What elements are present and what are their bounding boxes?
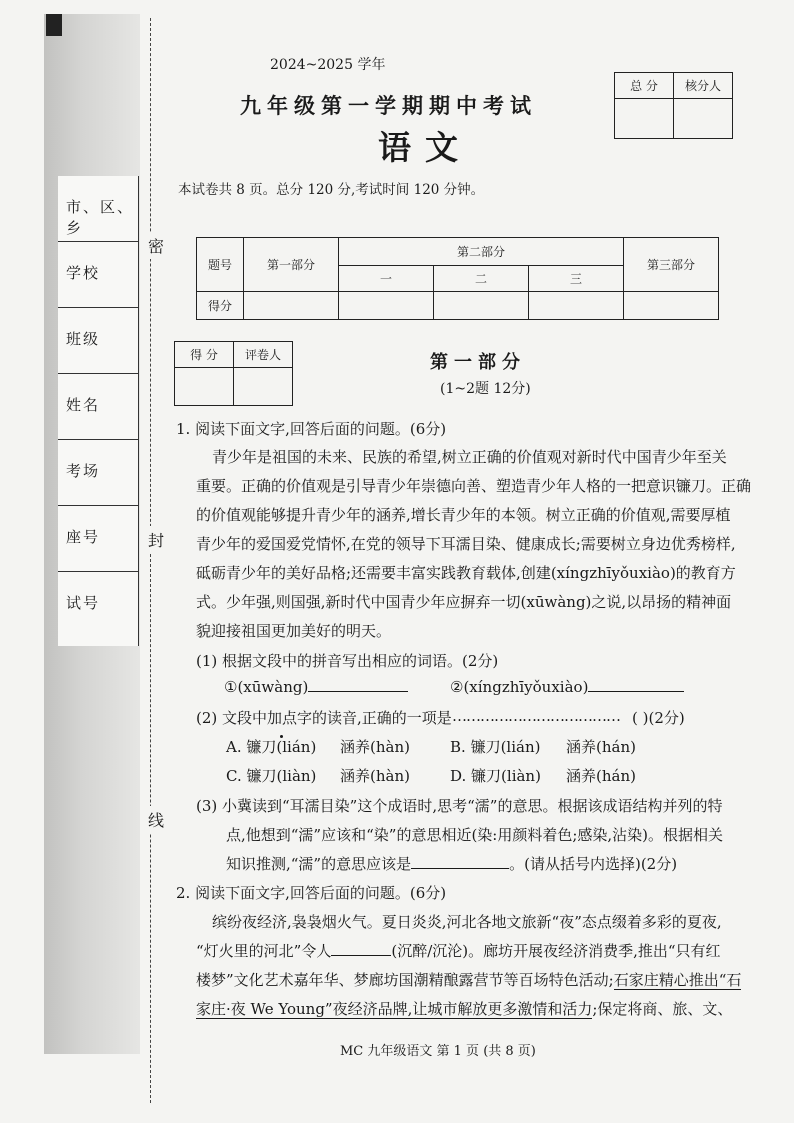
seal-char-feng: 封: [147, 526, 165, 553]
q2-stem: 2. 阅读下面文字,回答后面的问题。(6分): [176, 884, 447, 902]
checker-cell[interactable]: [674, 99, 733, 139]
section-subtitle: (1~2题 12分): [440, 381, 531, 397]
q1-option-d-2: 涵养(hán): [566, 767, 636, 785]
option-word-1: 镰刀(lián): [470, 738, 541, 756]
binding-field-district: 市、区、乡: [58, 176, 138, 242]
score-cell-part2-1[interactable]: [339, 292, 434, 320]
exam-title: 九年级第一学期期中考试: [240, 93, 537, 118]
q2-passage-line: [196, 998, 732, 1019]
q2-passage-line: [196, 940, 721, 961]
col-part2-sub3: 三: [529, 266, 624, 292]
q1-sub1-b-label: ②(xíngzhīyǒuxiào): [450, 678, 589, 696]
q1-option-a[interactable]: [226, 736, 316, 757]
score-cell-part2-2[interactable]: [434, 292, 529, 320]
option-label: A.: [226, 738, 242, 756]
fold-line: [150, 18, 151, 1103]
q1-option-d[interactable]: [450, 765, 541, 786]
q1-sub2: (2) 文段中加点字的读音,正确的一项是: [196, 709, 452, 727]
binding-info-box: [58, 176, 139, 646]
option-word-1: 镰刀(liàn): [246, 767, 317, 785]
answer-blank[interactable]: [308, 679, 408, 692]
seal-char-mi: 密: [147, 232, 165, 259]
q1-passage-line: 式。少年强,则国强,新时代中国青少年应摒弃一切(xūwàng)之说,以昂扬的精神面: [196, 593, 732, 611]
q2-underlined-text: 家庄·夜 We Young”夜经济品牌,让城市解放更多激情和活力: [196, 1000, 593, 1018]
option-label: B.: [450, 738, 466, 756]
q2-text: “灯火里的河北”令人: [196, 942, 332, 960]
binding-field-id: 试号: [66, 594, 101, 612]
q1-passage-line: 貌迎接祖国更加美好的明天。: [196, 622, 392, 640]
scan-mark: [46, 14, 62, 36]
q1-sub3-line: [226, 853, 677, 874]
grader-score-label: 得 分: [175, 342, 234, 368]
grader-score-cell[interactable]: [175, 368, 234, 406]
q1-passage-line: 砥砺青少年的美好品格;还需要丰富实践教育载体,创建(xíngzhīyǒuxiào)的教育方: [196, 564, 736, 582]
page-footer: MC 九年级语文 第 1 页 (共 8 页): [340, 1044, 536, 1059]
q1-sub3-tail: 。(请从括号内选择)(2分): [509, 855, 678, 873]
answer-blank[interactable]: [331, 943, 391, 956]
seal-char-xian: 线: [147, 806, 165, 833]
q2-text: 楼梦”文化艺术嘉年华、梦廊坊国潮精酿露营节等百场特色活动;: [196, 971, 614, 989]
q1-sub1: (1) 根据文段中的拼音写出相应的词语。(2分): [196, 652, 499, 670]
col-part3: 第三部分: [624, 238, 719, 292]
binding-field-seat: 座号: [58, 506, 138, 572]
option-label: C.: [226, 767, 242, 785]
binding-field-room: 考场: [58, 440, 138, 506]
col-part1: 第一部分: [244, 238, 339, 292]
q2-text: (沉醉/沉沦)。廊坊开展夜经济消费季,推出“只有红: [391, 942, 721, 960]
q1-sub3-line: (3) 小冀读到“耳濡目染”这个成语时,思考“濡”的意思。根据该成语结构并列的特: [196, 797, 723, 815]
q2-underlined-text: 石家庄精心推出“石: [613, 971, 742, 989]
grader-label: 评卷人: [234, 342, 293, 368]
score-cell-part1[interactable]: [244, 292, 339, 320]
q1-passage-line: 青少年的爱国爱党情怀,在党的领导下耳濡目染、健康成长;需要树立身边优秀榜样,: [196, 535, 736, 553]
q1-sub1-a: [224, 678, 408, 696]
row-label-score: 得分: [197, 292, 244, 320]
q1-sub3-text: 知识推测,“濡”的意思应该是: [226, 855, 412, 873]
option-word-1: 镰刀(liàn): [471, 767, 541, 785]
checker-label: 核分人: [674, 73, 733, 99]
total-score-cell[interactable]: [615, 99, 674, 139]
option-word-1: 镰刀(lián): [246, 738, 317, 756]
exam-intro: 本试卷共 8 页。总分 120 分,考试时间 120 分钟。: [178, 182, 485, 198]
col-part2-sub1: 一: [339, 266, 434, 292]
q1-option-c[interactable]: [226, 765, 316, 786]
col-part2-sub2: 二: [434, 266, 529, 292]
row-label-question: 题号: [197, 238, 244, 292]
binding-field-school: 学校: [58, 242, 138, 308]
q1-option-a-2: 涵养(hàn): [340, 738, 410, 756]
q1-sub1-a-label: ①(xūwàng): [224, 678, 309, 696]
q2-passage-line: [196, 969, 741, 990]
q2-text: ;保定将商、旅、文、: [592, 1000, 733, 1018]
score-cell-part2-3[interactable]: [529, 292, 624, 320]
q1-sub1-b: [450, 678, 684, 696]
option-label: D.: [450, 767, 467, 785]
q1-sub2-answer[interactable]: ( )(2分): [632, 709, 685, 727]
answer-blank[interactable]: [411, 856, 509, 869]
col-part2: 第二部分: [339, 238, 624, 266]
score-table: [196, 237, 719, 320]
q1-sub3-line: 点,他想到“濡”应该和“染”的意思相近(染:用颜料着色;感染,沾染)。根据相关: [226, 826, 724, 844]
total-score-label: 总 分: [615, 73, 674, 99]
q1-passage-line: 重要。正确的价值观是引导青少年崇德向善、塑造青少年人格的一把意识镰刀。正确: [196, 477, 752, 495]
grader-box: [174, 341, 293, 406]
q2-passage-line: 缤纷夜经济,袅袅烟火气。夏日炎炎,河北各地文旅新“夜”态点缀着多彩的夏夜,: [212, 913, 722, 931]
q1-passage-line: 青少年是祖国的未来、民族的希望,树立正确的价值观对新时代中国青少年至关: [212, 448, 727, 466]
q1-option-b-2: 涵养(hán): [566, 738, 636, 756]
q1-passage-line: 的价值观能够提升青少年的涵养,增长青少年的本领。树立正确的价值观,需要厚植: [196, 506, 731, 524]
answer-blank[interactable]: [588, 679, 684, 692]
binding-field-class: 班级: [58, 308, 138, 374]
score-cell-part3[interactable]: [624, 292, 719, 320]
school-year: 2024~2025 学年: [270, 57, 386, 73]
q1-sub2-leader: ………………………………: [452, 707, 620, 725]
binding-field-name: 姓名: [58, 374, 138, 440]
grader-name-cell[interactable]: [234, 368, 293, 406]
q1-option-b[interactable]: [450, 736, 540, 757]
q1-option-c-2: 涵养(hàn): [340, 767, 410, 785]
subject-title: 语文: [378, 128, 472, 167]
section-title: 第一部分: [430, 352, 526, 373]
q1-stem: 1. 阅读下面文字,回答后面的问题。(6分): [176, 420, 447, 438]
total-score-box: [614, 72, 733, 139]
